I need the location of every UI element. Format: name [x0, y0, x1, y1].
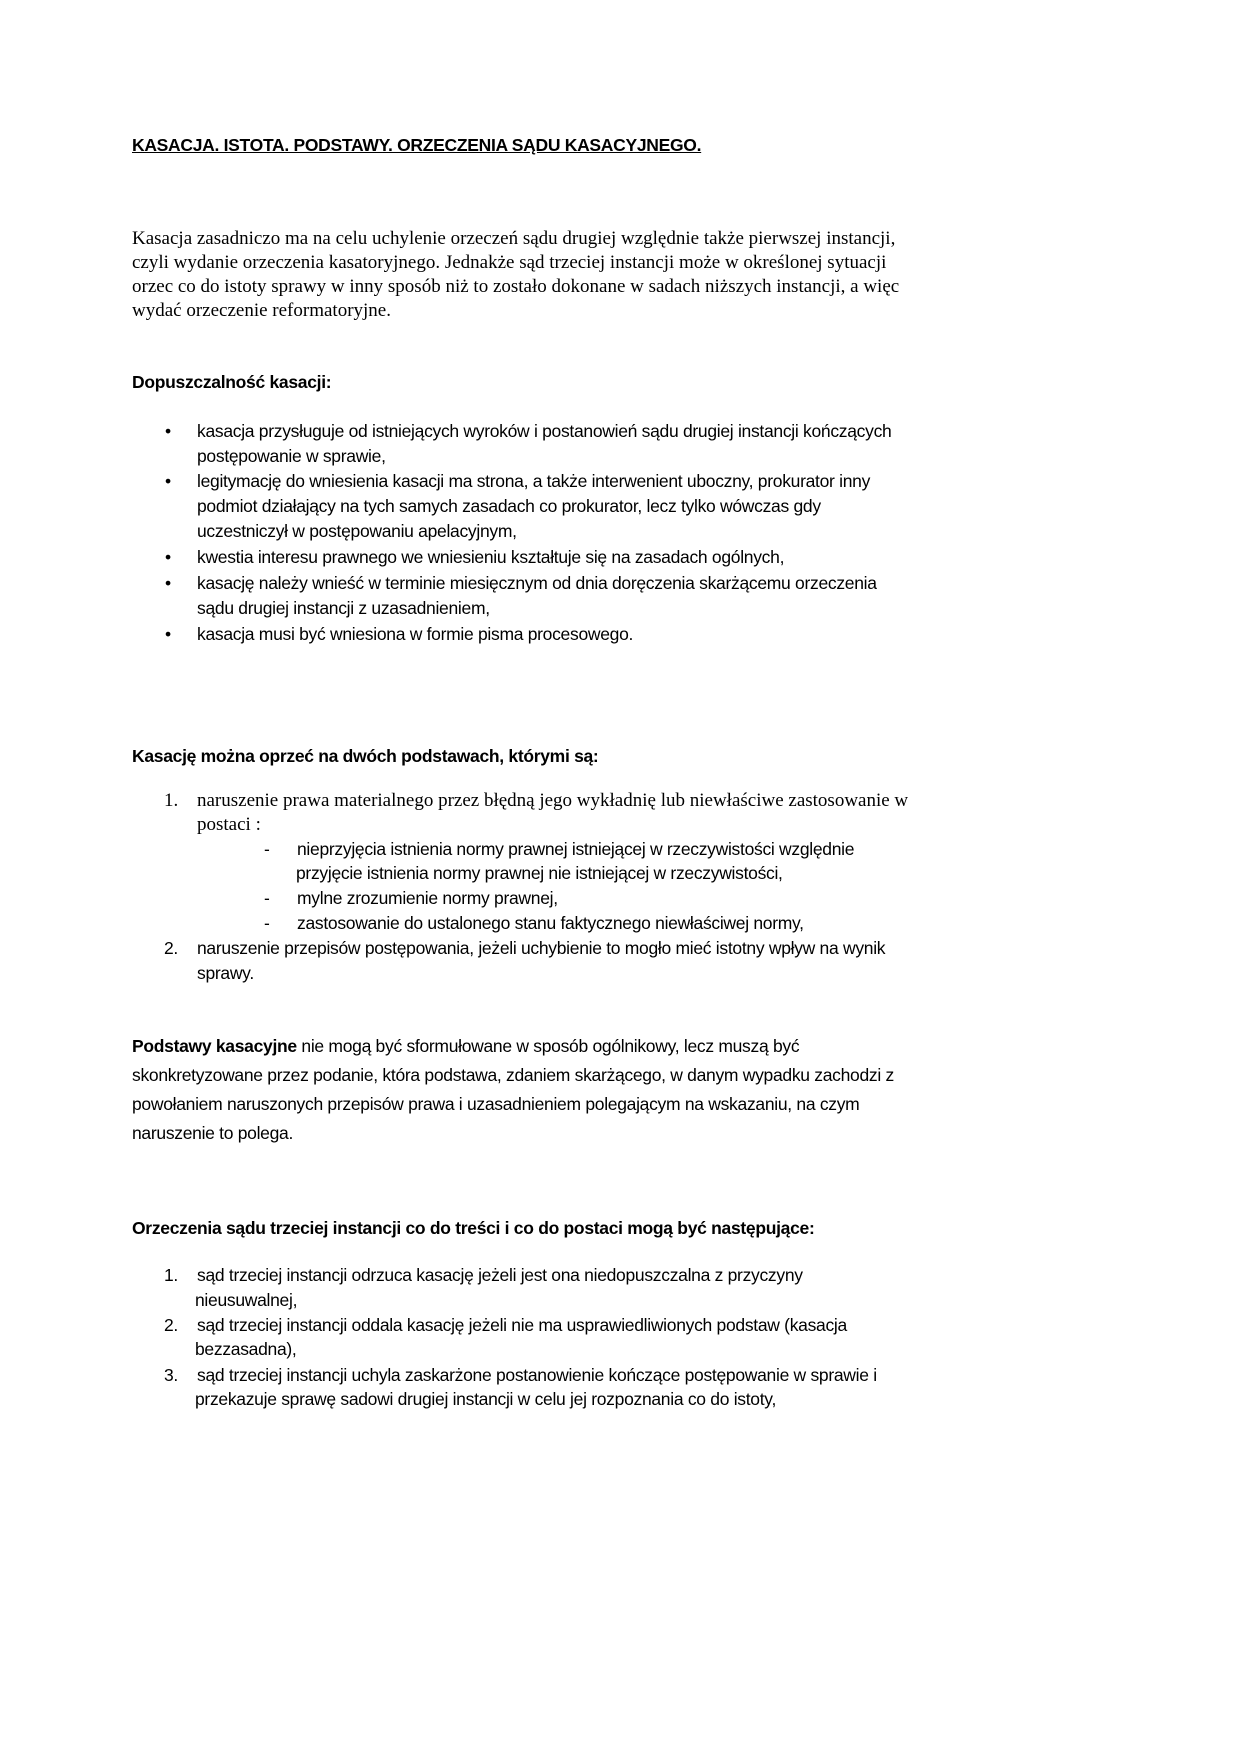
text-line: orzec co do istoty sprawy w inny sposób niż to zostało dokonane w sadach niższych instancji, a więc [132, 276, 900, 297]
dash-icon: - [264, 888, 270, 908]
section-heading-grounds: Kasację można oprzeć na dwóch podstawach, którymi są: [132, 746, 599, 766]
list-item-line: sąd trzeciej instancji uchyla zaskarżone postanowienie kończące postępowanie w sprawie i [197, 1365, 877, 1385]
document-title: KASACJA. ISTOTA. PODSTAWY. ORZECZENIA SĄDU KASACYJNEGO. [132, 135, 702, 155]
dash-icon: - [264, 913, 270, 933]
list-number: 2. [164, 1315, 178, 1335]
text-line: skonkretyzowane przez podanie, która podstawa, zdaniem skarżącego, w danym wypadku zachodzi z [132, 1065, 894, 1085]
text-line: powołaniem naruszonych przepisów prawa i uzasadnieniem polegającym na wskazaniu, na czym [132, 1094, 860, 1114]
list-item-line: uczestniczył w postępowaniu apelacyjnym, [197, 521, 517, 541]
list-item-line: kasacja przysługuje od istniejących wyroków i postanowień sądu drugiej instancji kończących [197, 421, 892, 441]
text-line: wydać orzeczenie reformatoryjne. [132, 300, 391, 321]
text-span: nie mogą być sformułowane w sposób ogólnikowy, lecz muszą być [296, 1036, 800, 1056]
list-item-line: naruszenie przepisów postępowania, jeżeli uchybienie to mogło mieć istotny wpływ na wynik [197, 938, 886, 958]
list-item-line: sądu drugiej instancji z uzasadnieniem, [197, 598, 490, 618]
list-item-line: nieusuwalnej, [195, 1290, 298, 1310]
sub-item-line: nieprzyjęcia istnienia normy prawnej istniejącej w rzeczywistości względnie [297, 839, 855, 859]
list-item-line: podmiot działający na tych samych zasadach co prokurator, lecz tylko wówczas gdy [197, 496, 821, 516]
list-item-line: sąd trzeciej instancji oddala kasację jeżeli nie ma usprawiedliwionych podstaw (kasacja [197, 1315, 847, 1335]
list-item-line: legitymację do wniesienia kasacji ma strona, a także interwenient uboczny, prokurator inny [197, 471, 871, 491]
list-item-line: sprawy. [197, 963, 254, 983]
list-item-line: sąd trzeciej instancji odrzuca kasację jeżeli jest ona niedopuszczalna z przyczyny [197, 1265, 803, 1285]
list-number: 2. [164, 938, 178, 958]
list-number: 1. [164, 790, 179, 811]
sub-item-line: przyjęcie istnienia normy prawnej nie istniejącej w rzeczywistości, [296, 863, 783, 883]
list-item-line: kwestia interesu prawnego we wniesieniu kształtuje się na zasadach ogólnych, [197, 547, 785, 567]
text-line [132, 1034, 799, 1058]
list-item-line: postępowanie w sprawie, [197, 446, 386, 466]
list-item-line: kasację należy wnieść w terminie miesięcznym od dnia doręczenia skarżącemu orzeczenia [197, 573, 877, 593]
text-line: czyli wydanie orzeczenia kasatoryjnego. Jednakże sąd trzeciej instancji może w określonej sytuacji [132, 252, 887, 273]
list-item-line: bezzasadna), [195, 1339, 297, 1359]
bullet-icon: • [165, 421, 171, 441]
bullet-icon: • [165, 573, 171, 593]
list-item-line: przekazuje sprawę sadowi drugiej instancji w celu jej rozpoznania co do istoty, [195, 1389, 777, 1409]
list-item-line: kasacja musi być wniesiona w formie pisma procesowego. [197, 624, 634, 644]
list-number: 3. [164, 1365, 178, 1385]
list-item-line: naruszenie prawa materialnego przez błędną jego wykładnię lub niewłaściwe zastosowanie w [197, 790, 909, 811]
dash-icon: - [264, 839, 270, 859]
sub-item-line: zastosowanie do ustalonego stanu faktycznego niewłaściwej normy, [297, 913, 804, 933]
bold-term: Podstawy kasacyjne [132, 1036, 297, 1056]
bullet-icon: • [165, 471, 171, 491]
bullet-icon: • [165, 624, 171, 644]
bullet-icon: • [165, 547, 171, 567]
text-line: naruszenie to polega. [132, 1123, 294, 1143]
list-item-line: postaci : [197, 814, 261, 835]
section-heading-rulings: Orzeczenia sądu trzeciej instancji co do treści i co do postaci mogą być następujące: [132, 1218, 815, 1238]
list-number: 1. [164, 1265, 178, 1285]
section-heading-admissibility: Dopuszczalność kasacji: [132, 372, 332, 392]
sub-item-line: mylne zrozumienie normy prawnej, [297, 888, 558, 908]
text-line: Kasacja zasadniczo ma na celu uchylenie orzeczeń sądu drugiej względnie także pierwszej instancji, [132, 228, 896, 249]
